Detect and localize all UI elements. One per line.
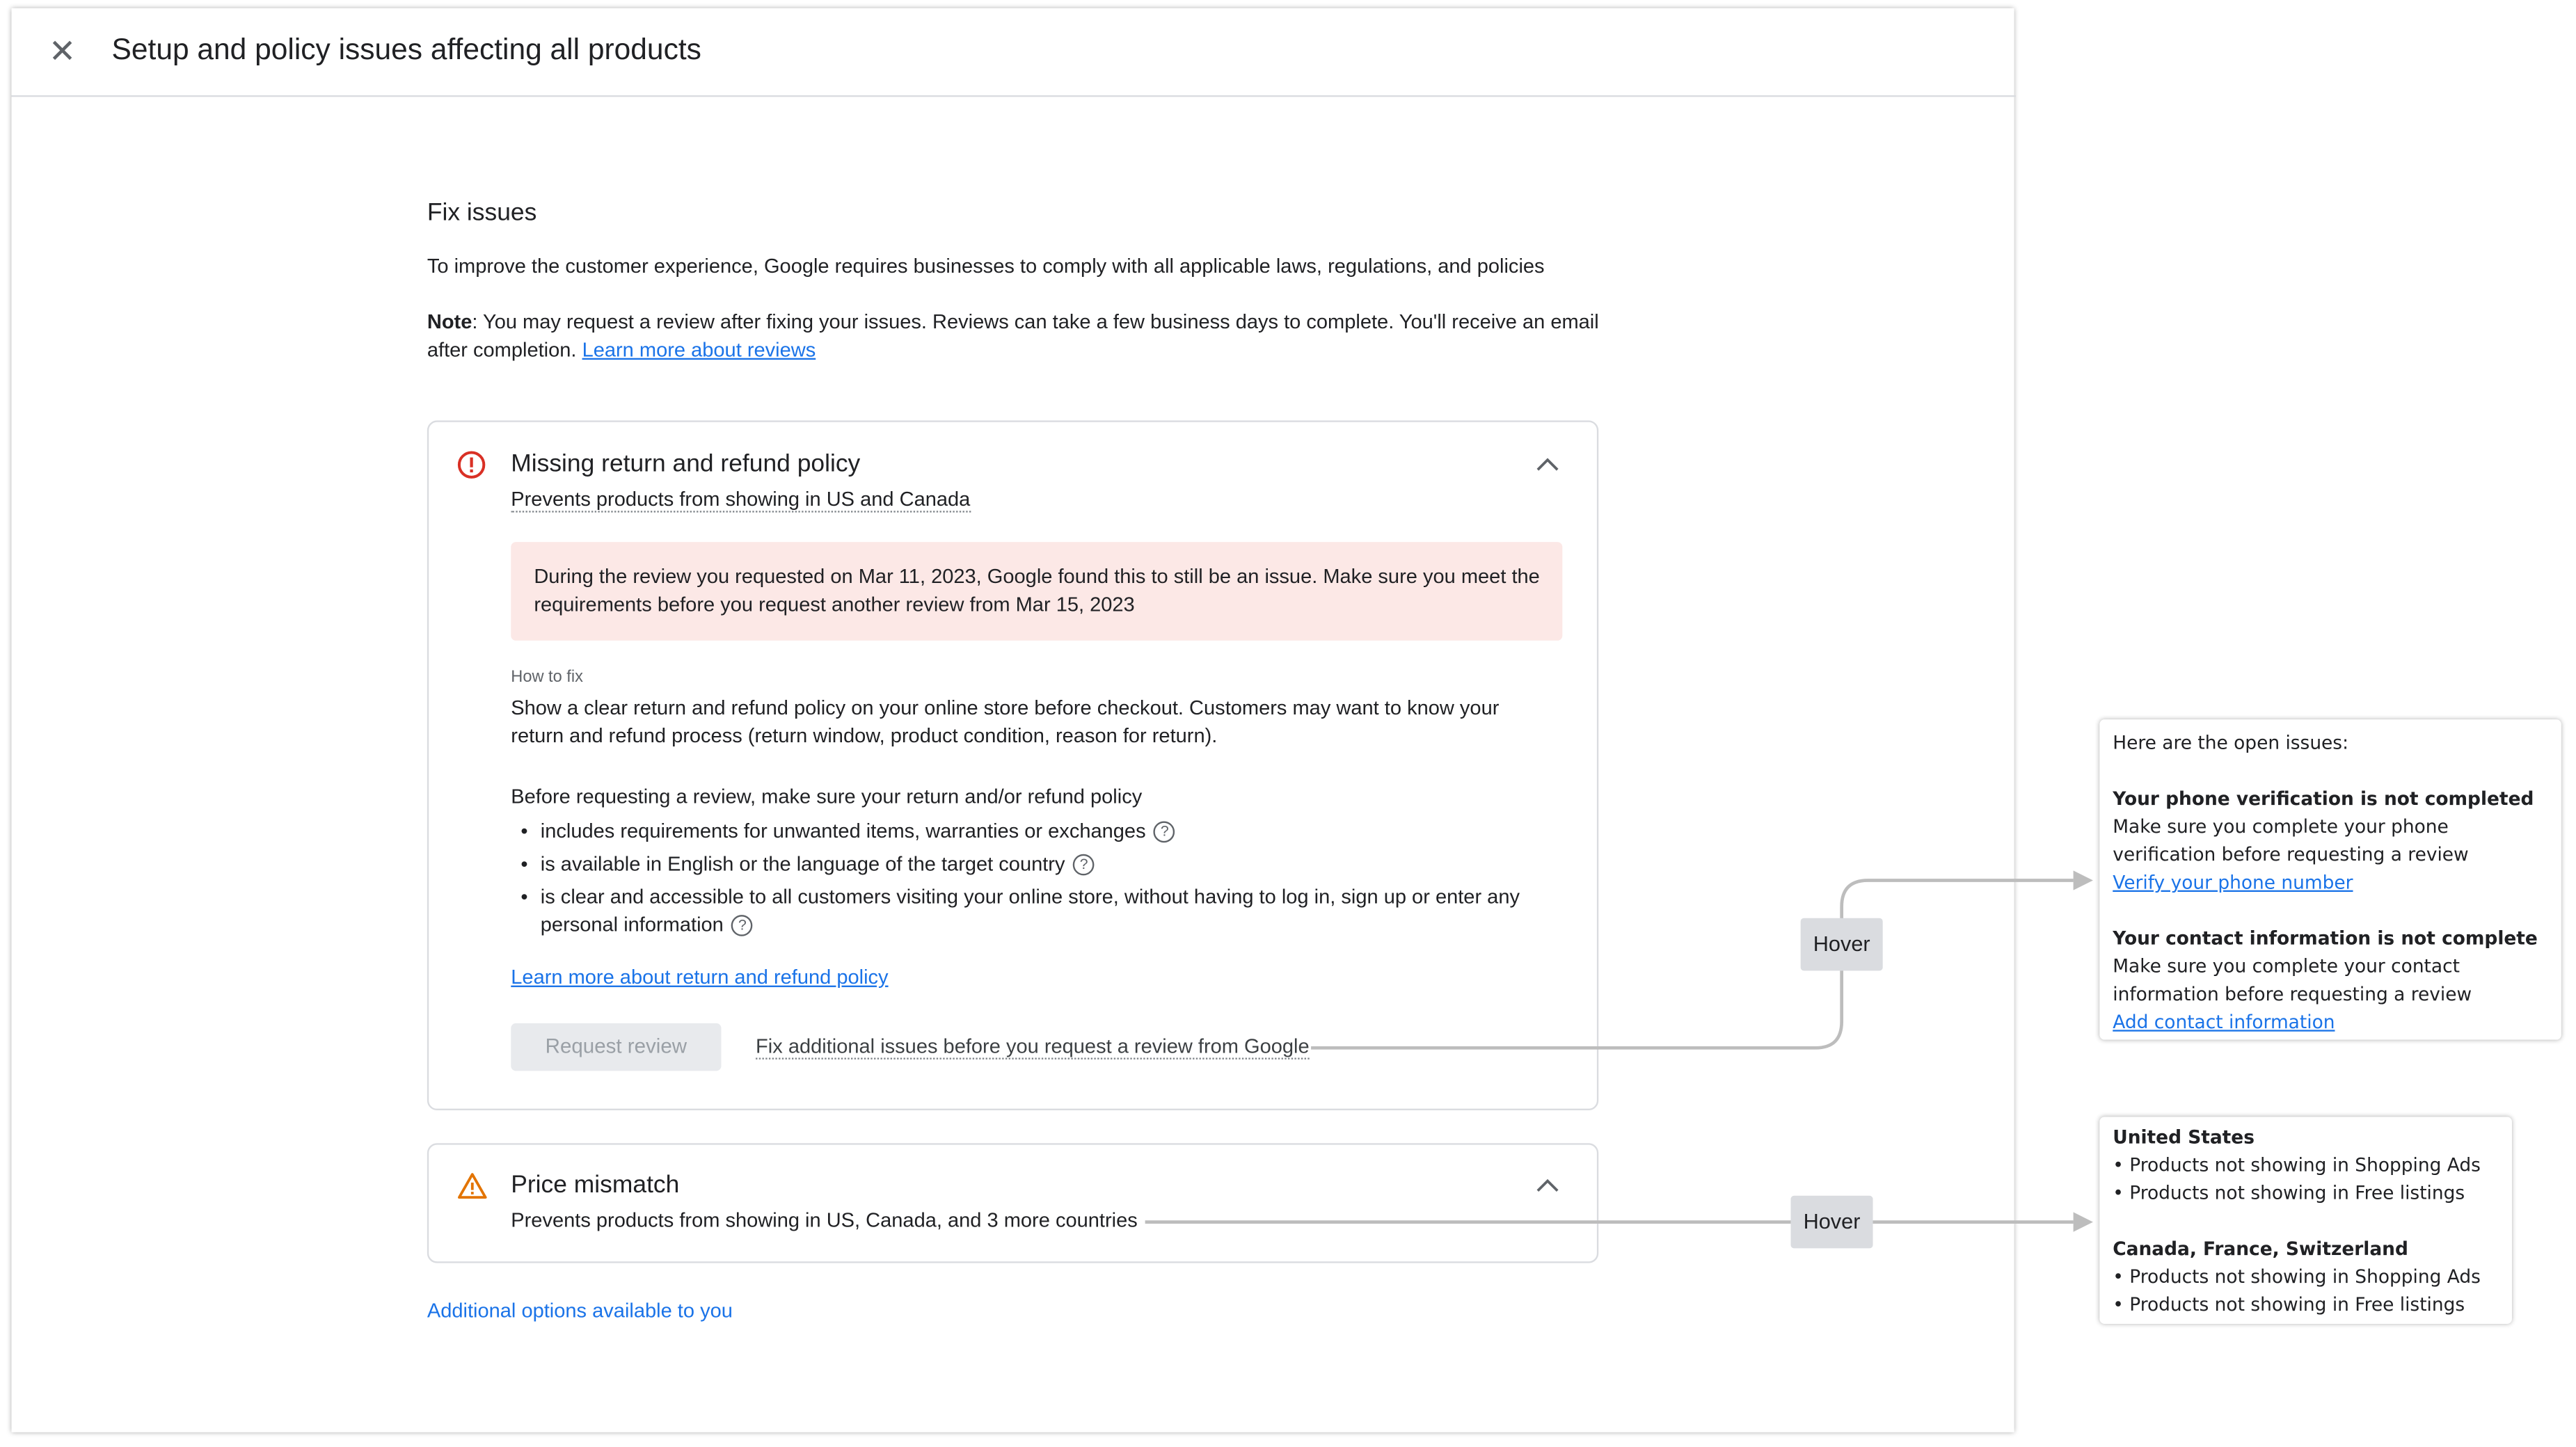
- list-item: • Products not showing in Free listings: [2113, 1294, 2465, 1316]
- fix-additional-issues-text[interactable]: Fix additional issues before you request a review from Google: [756, 1034, 1310, 1059]
- hover-annotation: Hover: [1801, 918, 1883, 971]
- add-contact-link[interactable]: Add contact information: [2113, 1012, 2335, 1034]
- section-heading: Fix issues: [427, 198, 537, 227]
- list-item: • Products not showing in Free listings: [2113, 1182, 2465, 1204]
- how-to-fix-text: Show a clear return and refund policy on your online store before checkout. Customers may want to know your return and refund process (return window, product condition, reason for return).: [511, 696, 1500, 748]
- tooltip-issue-text: Make sure you complete your contact information before requesting a review: [2113, 956, 2472, 1005]
- tooltip-issue-title: Your phone verification is not completed: [2113, 788, 2534, 810]
- help-icon[interactable]: ?: [1073, 854, 1095, 876]
- issue-subtitle[interactable]: Prevents products from showing in US and Canada: [511, 488, 970, 512]
- open-issues-tooltip: [2099, 719, 2561, 1039]
- list-item: • is clear and accessible to all customers visiting your online store, without having to log in, sign up or enter any personal information ?: [511, 884, 1538, 939]
- list-item: • Products not showing in Shopping Ads: [2113, 1154, 2481, 1176]
- help-icon[interactable]: ?: [732, 916, 754, 937]
- tooltip-intro: Here are the open issues:: [2113, 733, 2348, 754]
- country-group-title: United States: [2113, 1126, 2255, 1149]
- additional-options-link[interactable]: Additional options available to you: [427, 1299, 733, 1322]
- verify-phone-link[interactable]: Verify your phone number: [2113, 872, 2353, 894]
- issue-subtitle[interactable]: Prevents products from showing in US, Canada, and 3 more countries: [511, 1208, 1138, 1232]
- request-review-button[interactable]: Request review: [511, 1023, 721, 1071]
- help-icon[interactable]: ?: [1154, 822, 1175, 843]
- how-to-fix-label: How to fix: [511, 668, 583, 687]
- issue-title: Price mismatch: [511, 1171, 680, 1199]
- learn-more-policy-link[interactable]: Learn more about return and refund policy: [511, 966, 889, 989]
- countries-tooltip: [2099, 1117, 2512, 1323]
- tooltip-issue-title: Your contact information is not complete: [2113, 927, 2538, 950]
- hover-annotation: Hover: [1790, 1196, 1873, 1249]
- issue-title: Missing return and refund policy: [511, 449, 861, 479]
- list-item: • is available in English or the language of the target country ?: [511, 851, 1538, 879]
- learn-more-reviews-link[interactable]: Learn more about reviews: [582, 338, 816, 362]
- country-group-title: Canada, France, Switzerland: [2113, 1238, 2408, 1260]
- intro-text: To improve the customer experience, Google requires businesses to comply with all applicable laws, regulations, and policies: [427, 254, 1545, 278]
- dialog-title: Setup and policy issues affecting all products: [111, 33, 701, 66]
- note-body: : You may request a review after fixing your issues. Reviews can take a few business days to complete. You'll receive an email after completion.: [427, 310, 1599, 362]
- note-label: Note: [427, 310, 472, 334]
- review-alert-text: During the review you requested on Mar 11, 2023, Google found this to still be an issue. Make sure you meet the requirements before you request another review from Mar 15, 2023: [534, 565, 1540, 616]
- list-item: • Products not showing in Shopping Ads: [2113, 1266, 2481, 1288]
- close-icon[interactable]: ✕: [48, 34, 77, 71]
- list-item: • includes requirements for unwanted items, warranties or exchanges ?: [511, 818, 1538, 846]
- before-review-text: Before requesting a review, make sure your return and/or refund policy: [511, 785, 1143, 808]
- tooltip-issue-text: Make sure you complete your phone verification before requesting a review: [2113, 816, 2469, 866]
